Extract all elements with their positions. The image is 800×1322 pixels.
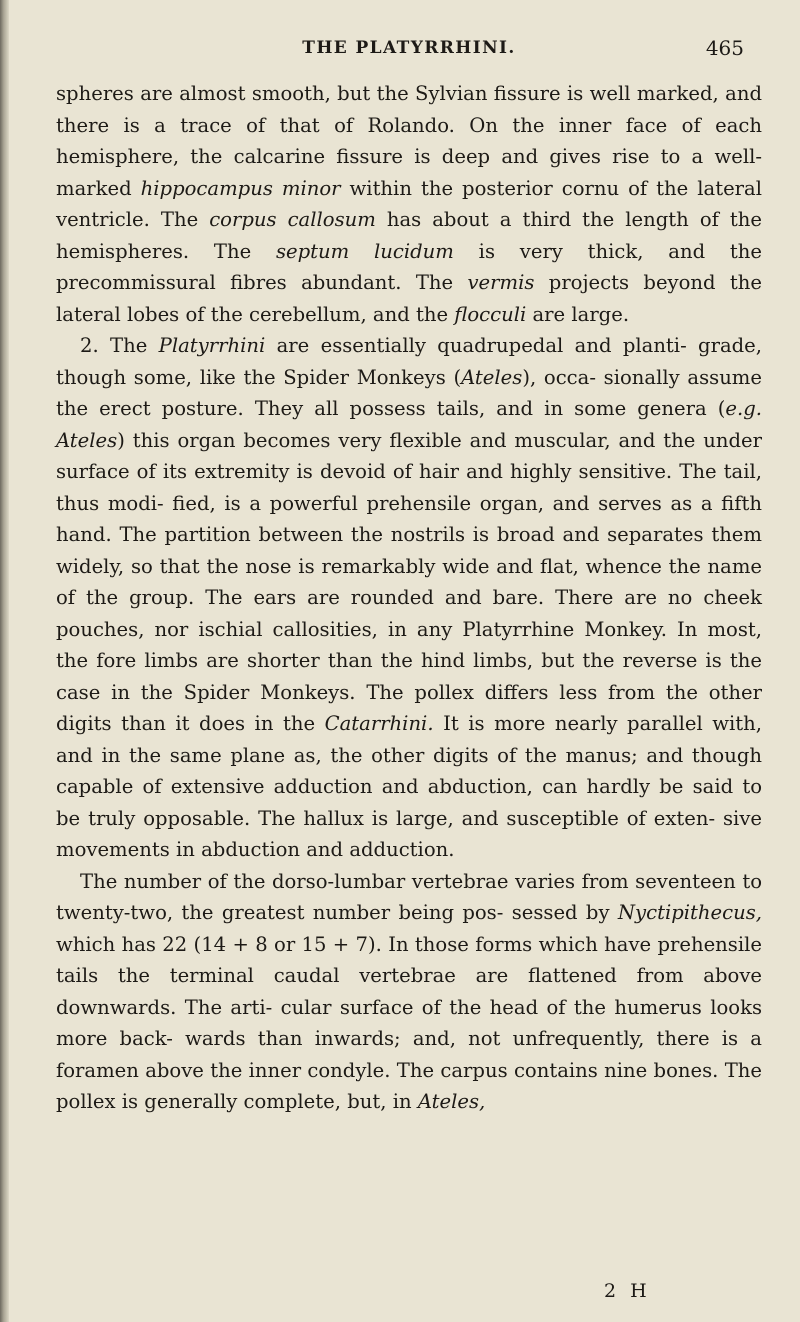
text-run: within the posterior cornu of the lateral ventricle. The [56,176,762,231]
text-run: 2. The [80,334,159,357]
text-run: The number of the dorso-lumbar vertebrae varies from seventeen to twenty-two, the greatest number being pos- sessed by [56,869,762,924]
italic-term: corpus callosum [209,208,376,231]
book-page [56,34,762,1118]
text-run: It is more nearly parallel with, and in the same plane as, the other digits of the manus; and though capable of extensive adduction and abduction, can hardly be said to be truly opposable. The hallux is large, and susceptible of exten- sive movements in abduction and adduction. [56,712,762,861]
text-run: projects beyond the lateral lobes of the cerebellum, and the [56,271,763,326]
text-run: ) this organ becomes very flexible and muscular, and the under surface of its extremity is devoid of hair and highly sensitive. The tail, thus modi- fied, is a powerful prehensile organ, and serves as a fifth hand. The partition between the nostrils is broad and separates them widely, so that the nose is remarkably wide and flat, whence the name of the group. The ears are rounded and bare. There are no cheek pouches, nor ischial callosities, in any Platyrrhine Monkey. In most, the fore limbs are shorter than the hind limbs, but the reverse is the case in the Spider Monkeys. The pollex differs less from the other digits than it does in the [56,428,762,735]
page-binding-edge [0,0,9,1322]
text-run: which has 22 (14 + 8 or 15 + 7). In those forms which have prehensile tails the terminal caudal vertebrae are flattened from above downwards. The arti- cular surface of the head of the humerus looks more back- wards than inwards; and, not unfrequently, there is a foramen above the inner condyle. The carpus contains nine bones. The pollex is generally complete, but, in [56,932,762,1113]
italic-term: Nyctipithecus, [617,901,762,924]
italic-term: vermis [467,271,535,294]
italic-term: flocculi [454,302,527,326]
italic-term: Platyrrhini [158,334,266,357]
text-run: has about a third the length of the hemispheres. The [56,208,762,263]
paragraph-vertebrae [56,866,762,1118]
running-head: THE PLATYRRHINI. [302,38,516,58]
italic-term: Catarrhini. [324,712,434,735]
text-run: ), occa- sionally assume the erect posture. They all possess tails, and in some genera ( [56,365,762,420]
text-run: is very thick, and the precommissural fibres abundant. The [56,239,762,294]
italic-term: hippocampus minor [140,176,341,200]
paragraph-platyrrhini-characters [56,330,762,866]
italic-term: septum lucidum [275,239,454,263]
italic-term: Ateles, [417,1090,486,1113]
paragraph-brain [56,78,762,330]
signature-mark: 2 H [604,1280,651,1302]
text-run: are large. [526,302,630,326]
italic-term: e.g. Ateles [56,397,762,452]
page-header [56,34,762,78]
italic-term: Ateles [461,365,523,389]
text-run: spheres are almost smooth, but the Sylvian fissure is well marked, and there is a trace of that of Rolando. On the inner face of each hemisphere, the calcarine fissure is deep and gives rise to a well-marked [56,82,762,200]
page-number: 465 [705,36,744,60]
text-run: are essentially quadrupedal and planti- grade, though some, like the Spider Monkeys ( [56,334,762,389]
